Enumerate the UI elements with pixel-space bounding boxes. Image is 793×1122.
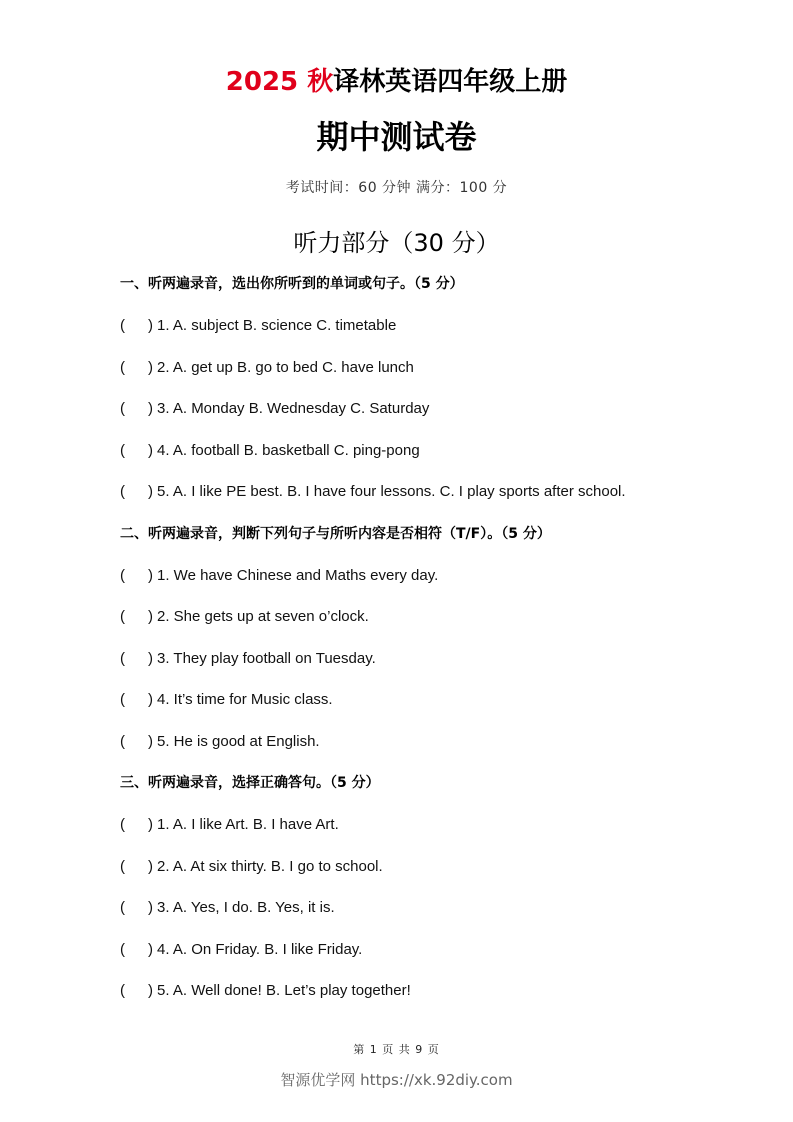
question-text: 4. It’s time for Music class.: [157, 691, 333, 708]
part-1-question-3: [120, 399, 429, 419]
part-1-heading: 一、听两遍录音，选出你所听到的单词或句子。（5 分）: [120, 276, 464, 292]
part-3-question-4: [120, 940, 362, 960]
answer-bracket-open: (: [120, 650, 125, 667]
section-title: 听力部分（30 分）: [293, 229, 500, 257]
answer-bracket-open: (: [120, 691, 125, 708]
part-2-heading: 二、听两遍录音，判断下列句子与所听内容是否相符（T/F）。（5 分）: [120, 526, 551, 542]
answer-bracket-close: ): [148, 650, 153, 667]
question-text: 3. A. Monday B. Wednesday C. Saturday: [157, 400, 430, 417]
answer-bracket-open: (: [120, 816, 125, 833]
answer-bracket-close: ): [148, 442, 153, 459]
part-2-question-3: [120, 649, 376, 669]
part-3-question-3: [120, 898, 335, 918]
question-text: 5. He is good at English.: [157, 733, 320, 750]
answer-bracket-open: (: [120, 359, 125, 376]
answer-bracket-open: (: [120, 567, 125, 584]
answer-bracket-close: ): [148, 400, 153, 417]
part-3-heading: 三、听两遍录音，选择正确答句。（5 分）: [120, 775, 380, 791]
title-course: 译林英语四年级上册: [333, 67, 568, 97]
answer-bracket-open: (: [120, 982, 125, 999]
answer-bracket-close: ): [148, 317, 153, 334]
answer-bracket-open: (: [120, 400, 125, 417]
part-3-question-1: [120, 815, 339, 835]
exam-title: [0, 64, 793, 100]
answer-bracket-open: (: [120, 483, 125, 500]
question-text: 2. She gets up at seven o’clock.: [157, 608, 369, 625]
answer-bracket-close: ): [148, 733, 153, 750]
answer-bracket-open: (: [120, 608, 125, 625]
part-2-question-5: [120, 732, 320, 752]
exam-info: 考试时间：60 分钟 满分：100 分: [285, 180, 508, 196]
question-text: 3. A. Yes, I do. B. Yes, it is.: [157, 899, 335, 916]
answer-bracket-close: ): [148, 816, 153, 833]
part-2-question-1: [120, 566, 438, 586]
title-year: 2025 秋: [225, 67, 334, 97]
site-watermark: 智源优学网 https://xk.92diy.com: [280, 1071, 513, 1089]
question-text: 4. A. football B. basketball C. ping-pong: [157, 442, 420, 459]
part-3-question-5: [120, 981, 411, 1001]
part-1-question-5: [120, 482, 626, 502]
part-1-question-4: [120, 441, 420, 461]
question-text: 1. A. I like Art. B. I have Art.: [157, 816, 339, 833]
question-text: 4. A. On Friday. B. I like Friday.: [157, 941, 363, 958]
question-text: 2. A. At six thirty. B. I go to school.: [157, 858, 383, 875]
question-text: 3. They play football on Tuesday.: [157, 650, 376, 667]
answer-bracket-close: ): [148, 858, 153, 875]
question-text: 1. We have Chinese and Maths every day.: [157, 567, 439, 584]
answer-bracket-close: ): [148, 608, 153, 625]
question-text: 5. A. I like PE best. B. I have four lessons. C. I play sports after school.: [157, 483, 626, 500]
question-text: 5. A. Well done! B. Let’s play together!: [157, 982, 411, 999]
answer-bracket-open: (: [120, 858, 125, 875]
exam-subtitle: 期中测试卷: [316, 118, 477, 156]
part-2-question-4: [120, 690, 333, 710]
part-2-question-2: [120, 607, 369, 627]
answer-bracket-open: (: [120, 941, 125, 958]
answer-bracket-close: ): [148, 359, 153, 376]
answer-bracket-close: ): [148, 483, 153, 500]
answer-bracket-close: ): [148, 691, 153, 708]
answer-bracket-open: (: [120, 733, 125, 750]
part-1-question-2: [120, 358, 414, 378]
answer-bracket-open: (: [120, 899, 125, 916]
answer-bracket-open: (: [120, 442, 125, 459]
answer-bracket-close: ): [148, 982, 153, 999]
question-text: 1. A. subject B. science C. timetable: [157, 317, 397, 334]
answer-bracket-close: ): [148, 941, 153, 958]
answer-bracket-close: ): [148, 567, 153, 584]
part-3-question-2: [120, 857, 383, 877]
answer-bracket-close: ): [148, 899, 153, 916]
part-1-question-1: [120, 316, 396, 336]
question-text: 2. A. get up B. go to bed C. have lunch: [157, 359, 414, 376]
answer-bracket-open: (: [120, 317, 125, 334]
page-indicator: 第 1 页 共 9 页: [353, 1043, 440, 1056]
